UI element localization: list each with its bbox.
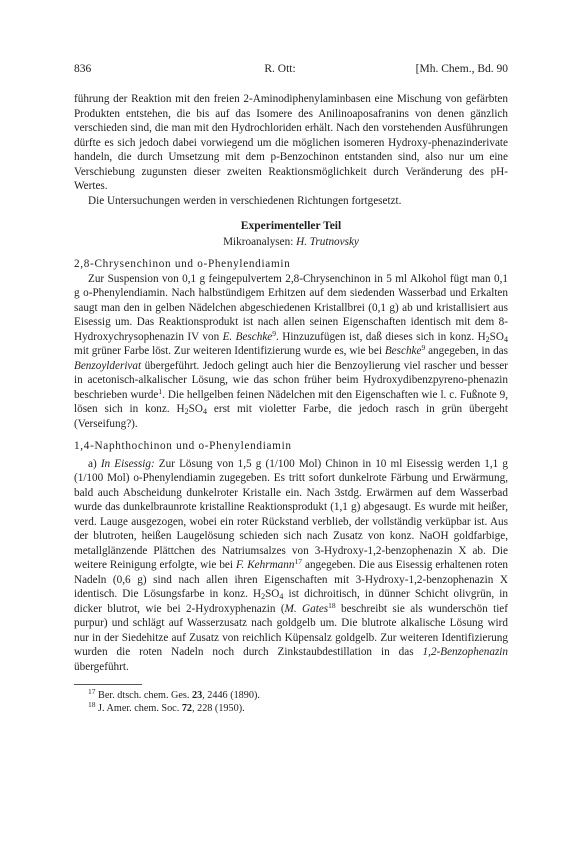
- journal-citation: [Mh. Chem., Bd. 90: [415, 63, 508, 75]
- credit-name: H. Trutnovsky: [296, 235, 359, 248]
- footnote: $^{17}$ Ber. dtsch. chem. Ges. 23, 2446 (1890).: [88, 687, 260, 701]
- microanalysis-credit: [74, 235, 508, 250]
- footnote-ref: 9: [421, 343, 426, 352]
- intro-paragraph: führung der Reaktion mit den freien 2-Aminodiphenylaminbasen eine Mischung von gefärbten Produkten entstehen, die bis auf das Isomere des Anilinoaposafranins von denen gänzlich verschieden sind, die man mit den Hydrochloriden erhält. Nach den vorstehenden Ausführungen dürfte es sich jedoch dabei vorwiegend um die möglichen isomeren Hydroxy-phenazinderivate handeln, die durch Umsetzung mit dem p-Benzochinon entstanden sind, also nur um eine Verschiebung zugunsten dieser zweiten Reaktionsmöglichkeit durch Veränderung des pH-Wertes.: [74, 93, 508, 192]
- footnote-ref: 9: [272, 328, 277, 338]
- footnote-ref: 1: [158, 386, 163, 396]
- footnote-divider: [74, 684, 142, 685]
- subsection-heading-chrysenchinon: 2,8-Chrysenchinon und o-Phenylendiamin: [74, 258, 291, 270]
- footnote-ref: 18: [328, 600, 336, 610]
- running-author: R. Ott:: [264, 63, 296, 75]
- naphthochinon-paragraph: a) In Eisessig: Zur Lösung von 1,5 g (1/100 Mol) Chinon in 10 ml Eisessig werden 1,1 g (1/100 Mol) o-Phenylendiamin zugegeben. Es tritt sofort dunkelrote Färbung und Erwärmung, bald auch Abscheidung dunkelroter Kristalle ein. Nach 3stdg. Erwärmen auf dem Wasserbad wurde das dunkelbraunrote kristalline Reaktionsprodukt (1,1 g) abgesaugt. Es wurde mit heißer, verd. Lauge ausgezogen, wobei ein roter Rückstand verblieb, der vollständig verküpbar ist. Aus der blutroten, heißen Laugelösung schieden sich nach Zusatz von konz. NaOH goldfarbige, metallglänzende Plättchen des Natriumsalzes von 3-Hydroxy-1,2-benzophenazin X ab. Die weitere Reinigung erfolgte, wie bei F. Kehrmann$^{17}$ angegeben. Die aus Eisessig erhaltenen roten Nadeln (0,6 g) sind nach allen ihren Eigenschaften mit 3-Hydroxy-1,2-benzophenazin X identisch. Die Lösungsfarbe in konz. $H_2SO_4$ ist dichroitisch, in dünner Schicht olivgrün, in dicker blutrot, wie bei 2-Hydroxyphenazin (M. Gates$^{18}$ beschreibt sie als wunderschön tief purpur) und schlägt auf Wasserzusatz nach goldgelb um. Die blutrote alkalische Lösung wird nur in der Siedehitze auf Zusatz von reichlich Küpensalz goldgelb. Zur weiteren Identifizierung wurden die roten Nadeln noch durch Zinkstaubdestillation in das 1,2-Benzophenazin übergeführt.: [74, 457, 508, 673]
- chrysenchinon-paragraph: Zur Suspension von 0,1 g feingepulvertem 2,8-Chrysenchinon in 5 ml Alkohol fügt man 0,1 g o-Phenylendiamin. Nach halbstündigem Erhitzen auf dem siedenden Wasserbad und Erkalten saugt man den in gelben Nädelchen abgeschiedenen Kristallbrei (0,1 g) ab und kristallisiert aus Eisessig um. Das Reaktionsprodukt ist nach allen seinen Eigenschaften identisch mit dem 8-Hydroxychrysophenazin IV von E. Beschke$^9$. Hinzuzufügen ist, daß dieses sich in konz. $H_2SO_4$ mit grüner Farbe löst. Zur weiteren Identifizierung wurde es, wie bei Beschke$^9$ angegeben, in das Benzoylderivat übergeführt. Jedoch gelingt auch hier die Benzoylierung viel rascher und besser in acetonisch-alkalischer Lösung, wie das schon früher beim Hydroxydibenzpyreno-phenazin beschrieben wurde$^1$. Die hellgelben feinen Nädelchen mit den Eigenschaften wie l. c. Fußnote 9, lösen sich in konz. $H_2SO_4$ erst mit violetter Farbe, die jedoch rasch in grün übergeht (Verseifung?).: [74, 272, 508, 430]
- page-number: 836: [74, 63, 92, 75]
- section-title: Experimenteller Teil: [240, 220, 342, 232]
- footnote: $^{18}$ J. Amer. chem. Soc. 72, 228 (1950).: [88, 700, 245, 714]
- page: [74, 62, 508, 715]
- subsection-heading-naphthochinon: 1,4-Naphthochinon und o-Phenylendiamin: [74, 440, 292, 452]
- intro-closing-paragraph: Die Untersuchungen werden in verschiedenen Richtungen fortgesetzt.: [88, 194, 402, 207]
- credit-label: Mikroanalysen:: [223, 235, 294, 248]
- running-header: [74, 62, 508, 76]
- footnote-ref: 17: [294, 557, 302, 566]
